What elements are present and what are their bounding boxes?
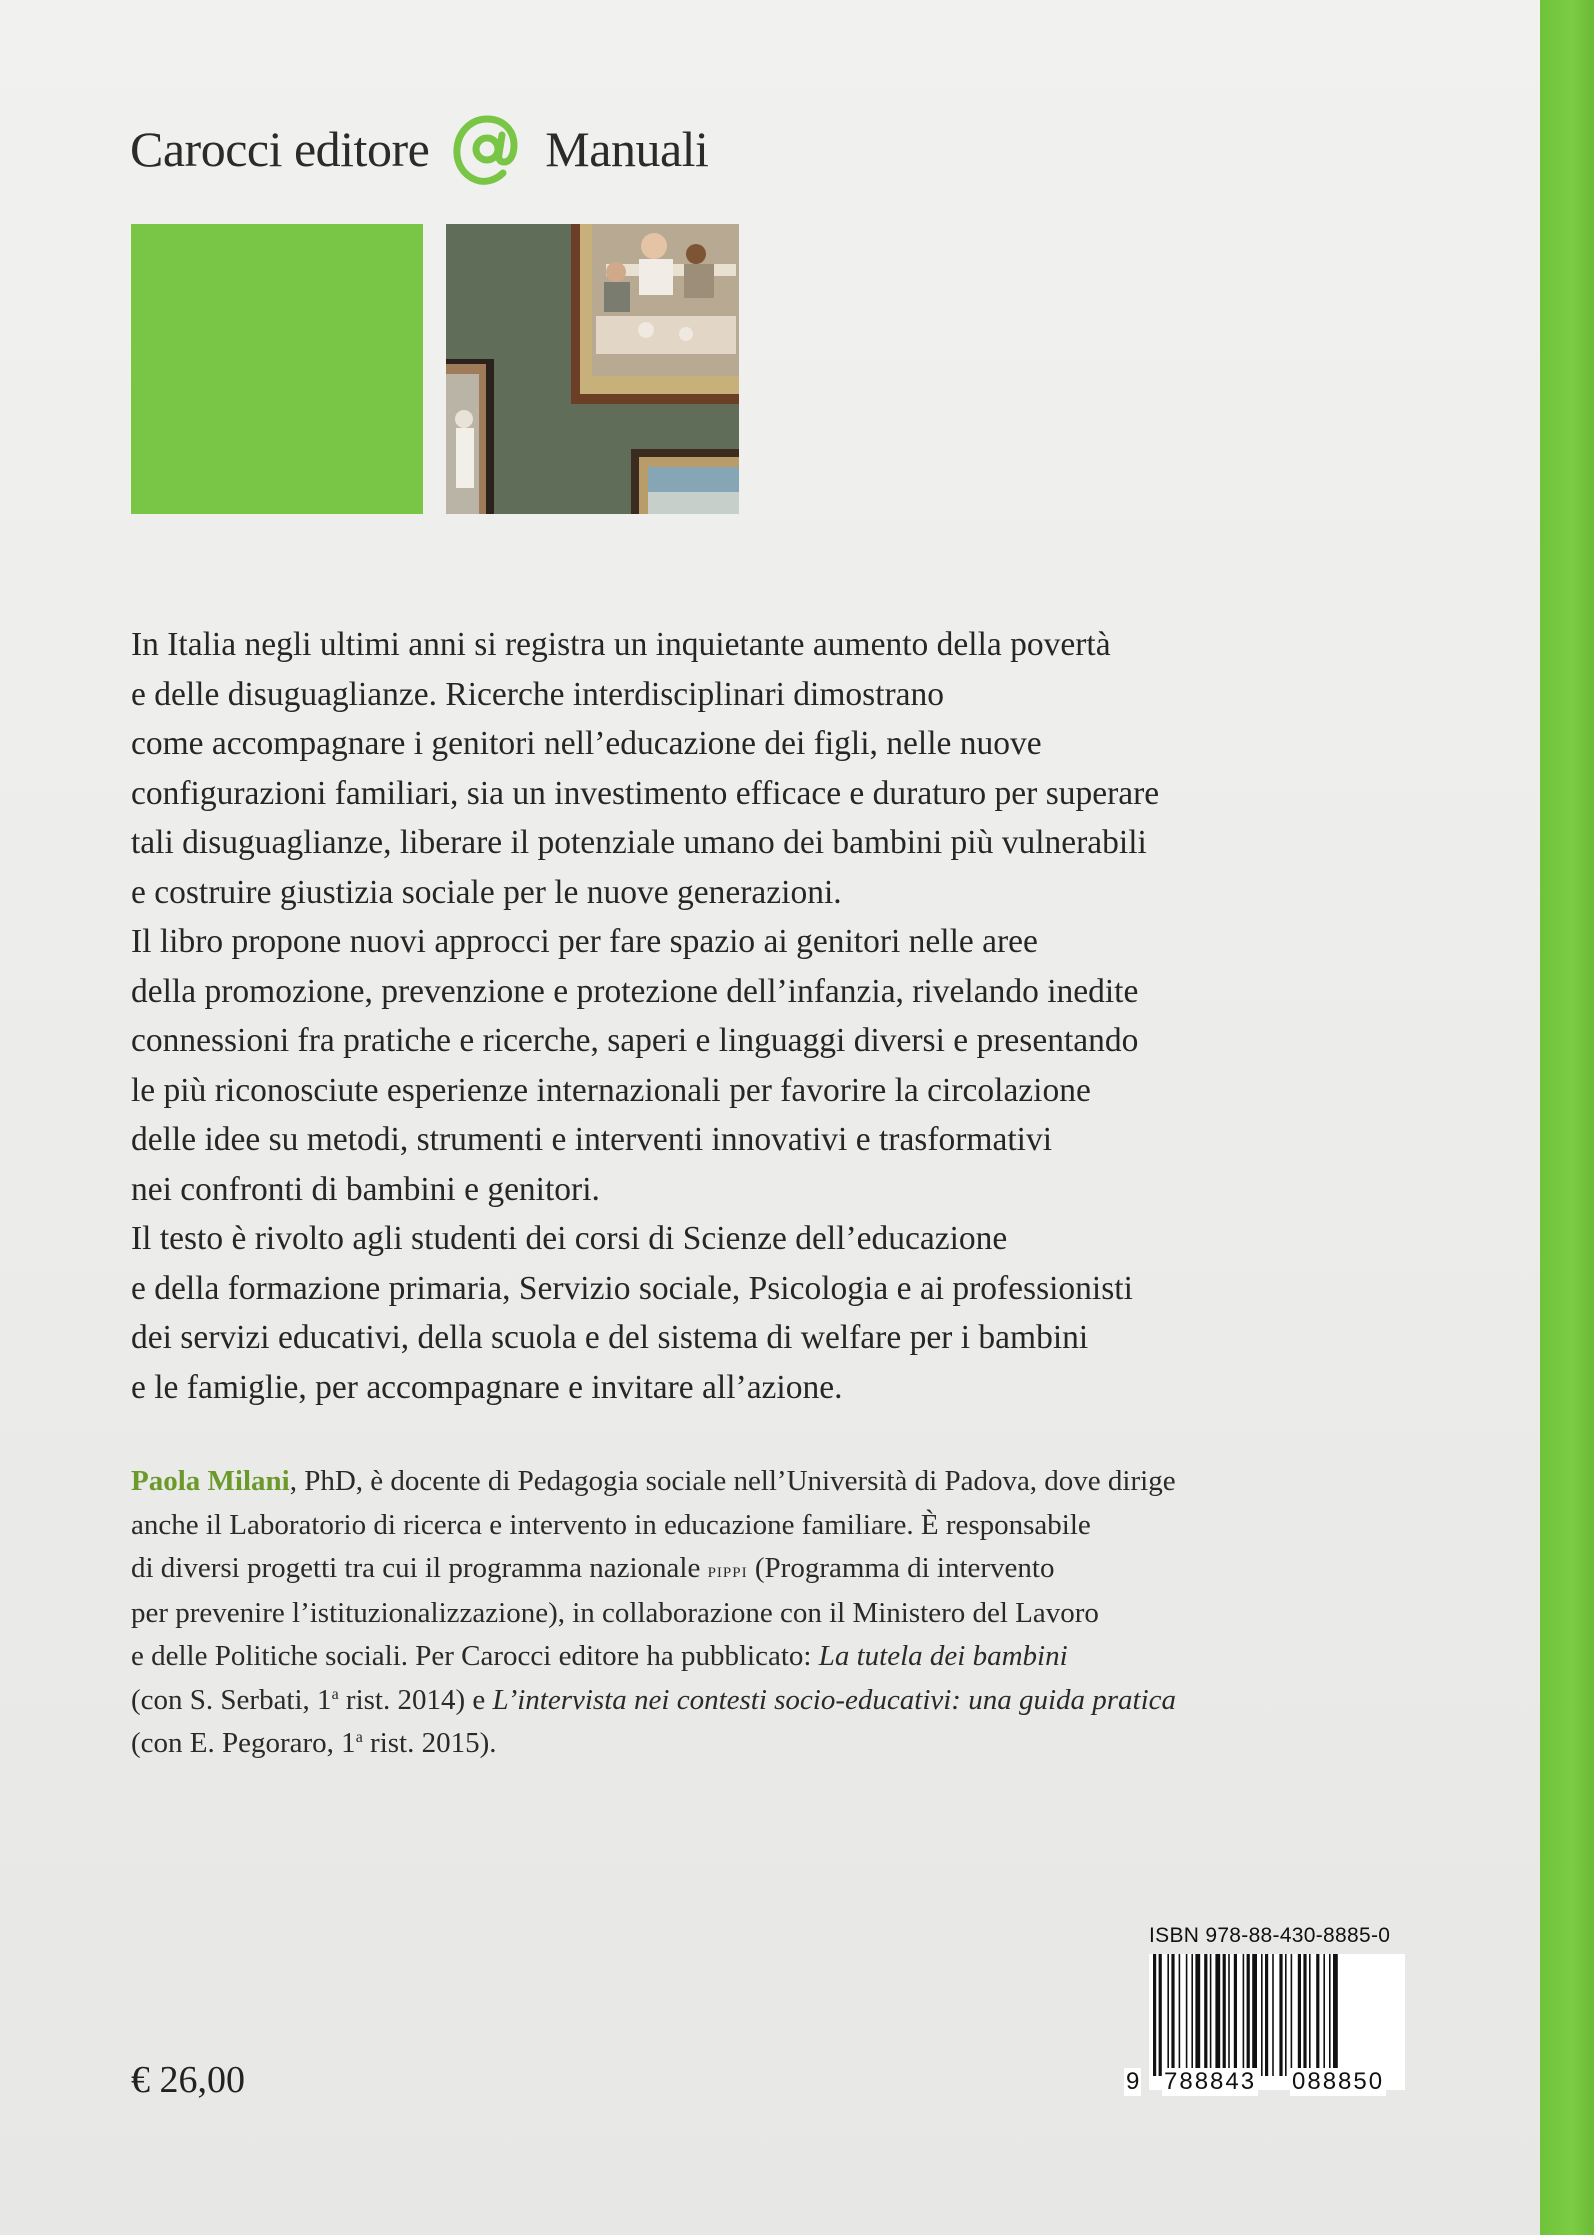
series-name: Manuali — [545, 121, 709, 177]
publisher-name: Carocci editore — [130, 121, 430, 177]
isbn-label: ISBN 978-88-430-8885-0 — [1149, 1924, 1391, 1947]
bio-text: rist. 2014) e — [338, 1683, 493, 1716]
barcode-first-digit: 9 — [1126, 2068, 1140, 2095]
description-text — [131, 620, 1441, 1412]
author-bio — [131, 1460, 1421, 1766]
at-sign-icon — [451, 111, 521, 187]
green-edge-strip — [1540, 0, 1594, 2235]
bio-line: per prevenire l’istituzionalizzazione), in collaborazione con il Ministero del Lavoro — [131, 1596, 1099, 1629]
description-line: e della formazione primaria, Servizio sociale, Psicologia e ai professionisti — [131, 1269, 1133, 1307]
ordinal-superscript: a — [355, 1729, 363, 1746]
green-square-decoration — [131, 224, 423, 514]
description-line: come accompagnare i genitori nell’educazione dei figli, nelle nuove — [131, 725, 1042, 762]
description-line: tali disuguaglianze, liberare il potenziale umano dei bambini più vulnerabili — [131, 824, 1147, 861]
description-line: Il libro propone nuovi approcci per fare spazio ai genitori nelle aree — [131, 923, 1038, 960]
barcode-digit-group: 088850 — [1292, 2068, 1385, 2095]
bio-text: (con E. Pegoraro, 1 — [131, 1727, 356, 1759]
ordinal-superscript: a — [331, 1685, 339, 1703]
bio-text: e delle Politiche sociali. Per Carocci editore ha pubblicato: — [131, 1640, 819, 1672]
series-header — [130, 104, 708, 194]
description-line: connessioni fra pratiche e ricerche, saperi e linguaggi diversi e presentando — [131, 1022, 1139, 1059]
book-title: La tutela dei bambini — [818, 1640, 1068, 1672]
bio-line — [131, 1547, 1421, 1592]
program-name: pippi — [707, 1557, 748, 1582]
bio-text: di diversi progetti tra cui il programma nazionale — [131, 1552, 708, 1584]
book-title: L’intervista nei contesti socio-educativi: una guida pratica — [492, 1683, 1177, 1716]
bio-text: rist. 2015). — [362, 1727, 497, 1759]
description-line: e le famiglie, per accompagnare e invitare all’azione. — [131, 1368, 843, 1406]
bio-text: , PhD, è docente di Pedagogia sociale nell’Università di Padova, dove dirige — [289, 1465, 1176, 1497]
description-line: nei confronti di bambini e genitori. — [131, 1170, 600, 1208]
description-line: della promozione, prevenzione e protezione dell’infanzia, rivelando inedite — [131, 972, 1139, 1010]
bio-line — [131, 1679, 1421, 1723]
framed-family-photos-image — [446, 224, 739, 514]
description-line: dei servizi educativi, della scuola e del sistema di welfare per i bambini — [131, 1319, 1089, 1356]
bio-text: (Programma di intervento — [747, 1552, 1055, 1584]
description-line: le più riconosciute esperienze internazionali per favorire la circolazione — [131, 1071, 1091, 1109]
description-line: delle idee su metodi, strumenti e interventi innovativi e trasformativi — [131, 1121, 1053, 1158]
description-line: In Italia negli ultimi anni si registra un inquietante aumento della povertà — [131, 626, 1111, 663]
barcode-digit-group: 788843 — [1164, 2068, 1257, 2095]
author-name: Paola Milani — [131, 1465, 290, 1497]
description-line: Il testo è rivolto agli studenti dei corsi di Scienze dell’educazione — [131, 1220, 1008, 1257]
price-label: € 26,00 — [131, 2059, 245, 2101]
bio-line — [131, 1722, 1421, 1766]
description-line: e costruire giustizia sociale per le nuove generazioni. — [131, 873, 842, 911]
bio-line — [131, 1635, 1421, 1679]
bio-line — [131, 1460, 1421, 1504]
description-line: configurazioni familiari, sia un investimento efficace e duraturo per superare — [131, 774, 1160, 812]
bio-line: anche il Laboratorio di ricerca e intervento in educazione familiare. È responsabile — [131, 1508, 1091, 1541]
bio-text: (con S. Serbati, 1 — [131, 1683, 332, 1716]
description-line: e delle disuguaglianze. Ricerche interdisciplinari dimostrano — [131, 675, 945, 713]
